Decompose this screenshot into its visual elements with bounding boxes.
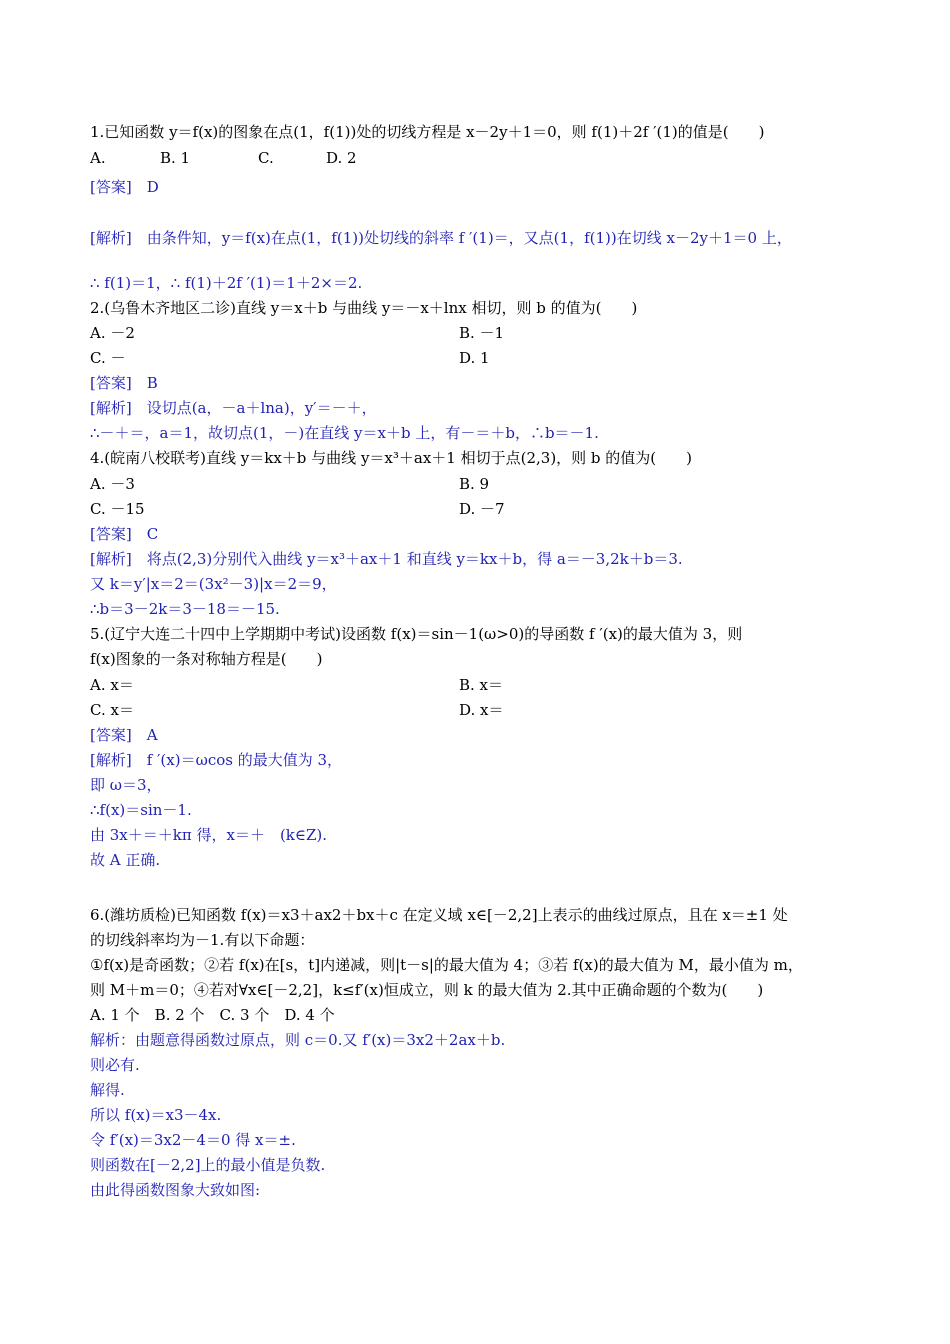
- q1-analysis-line-2: ∴ f(1)＝1，∴ f(1)＋2f ′(1)＝1＋2×＝2.: [90, 274, 363, 292]
- q4-answer: [答案] C: [90, 525, 159, 543]
- q4-option-b: B. 9: [459, 475, 490, 493]
- q1-option-d: D. 2: [326, 149, 357, 167]
- q1-option-c: C.: [258, 149, 274, 167]
- q1-stem: 1.已知函数 y＝f(x)的图象在点(1，f(1))处的切线方程是 x－2y＋1＝0，则 f(1)＋2f ′(1)的值是( ): [90, 123, 765, 141]
- q5-stem-line-1: 5.(辽宁大连二十四中上学期期中考试)设函数 f(x)＝sin－1(ω>0)的导函数 f ′(x)的最大值为 3，则: [90, 625, 743, 643]
- q2-analysis-line-1: [解析] 设切点(a，－a＋lna)，y′＝－＋，: [90, 399, 377, 417]
- q4-option-c: C. －15: [90, 500, 145, 518]
- q1-analysis-line-1: [解析] 由条件知，y＝f(x)在点(1，f(1))处切线的斜率 f ′(1)＝，又点(1，f(1))在切线 x－2y＋1＝0 上，: [90, 229, 792, 247]
- q6-stem-line-3: ①f(x)是奇函数；②若 f(x)在[s，t]内递减，则|t－s|的最大值为 4；③若 f(x)的最大值为 M，最小值为 m，: [90, 956, 803, 974]
- q5-analysis-line-1: [解析] f ′(x)＝ωcos 的最大值为 3，: [90, 751, 343, 769]
- q6-analysis-line-5: 令 f′(x)＝3x2－4＝0 得 x＝±.: [90, 1131, 296, 1149]
- q6-stem-line-1: 6.(潍坊质检)已知函数 f(x)＝x3＋ax2＋bx＋c 在定义域 x∈[－2,2]上表示的曲线过原点，且在 x＝±1 处: [90, 906, 788, 924]
- q4-stem: 4.(皖南八校联考)直线 y＝kx＋b 与曲线 y＝x³＋ax＋1 相切于点(2,3)，则 b 的值为( ): [90, 449, 693, 467]
- q5-stem-line-2: f(x)图象的一条对称轴方程是( ): [90, 650, 323, 668]
- q1-option-a: A.: [90, 149, 106, 167]
- q5-analysis-line-3: ∴f(x)＝sin－1.: [90, 801, 192, 819]
- q6-analysis-line-4: 所以 f(x)＝x3－4x.: [90, 1106, 222, 1124]
- q2-option-d: D. 1: [459, 349, 490, 367]
- q5-option-d: D. x＝: [459, 701, 504, 719]
- q6-analysis-line-1: 解析：由题意得函数过原点，则 c＝0.又 f′(x)＝3x2＋2ax＋b.: [90, 1031, 506, 1049]
- q6-stem-line-2: 的切线斜率均为－1.有以下命题：: [90, 931, 315, 949]
- q4-option-a: A. －3: [90, 475, 135, 493]
- q6-stem-line-4: 则 M＋m＝0；④若对∀x∈[－2,2]，k≤f′(x)恒成立，则 k 的最大值为 2.其中正确命题的个数为( ): [90, 981, 764, 999]
- q2-analysis-line-2: ∴－＋＝，a＝1，故切点(1，－)在直线 y＝x＋b 上，有－＝＋b，∴b＝－1.: [90, 424, 599, 442]
- q6-analysis-line-6: 则函数在[－2,2]上的最小值是负数.: [90, 1156, 326, 1174]
- q5-analysis-line-2: 即 ω＝3，: [90, 776, 162, 794]
- q5-option-a: A. x＝: [90, 676, 134, 694]
- q5-option-b: B. x＝: [459, 676, 504, 694]
- q6-analysis-line-3: 解得.: [90, 1081, 125, 1099]
- q5-analysis-line-4: 由 3x＋＝＋kπ 得，x＝＋ (k∈Z).: [90, 826, 328, 844]
- q2-answer: [答案] B: [90, 374, 158, 392]
- q5-answer: [答案] A: [90, 726, 158, 744]
- q1-answer: [答案] D: [90, 178, 159, 196]
- q4-analysis-line-1: [解析] 将点(2,3)分别代入曲线 y＝x³＋ax＋1 和直线 y＝kx＋b，得 a＝－3,2k＋b＝3.: [90, 550, 683, 568]
- q2-stem: 2.(乌鲁木齐地区二诊)直线 y＝x＋b 与曲线 y＝－x＋lnx 相切，则 b 的值为( ): [90, 299, 638, 317]
- q2-option-c: C. －: [90, 349, 126, 367]
- q6-analysis-line-7: 由此得函数图象大致如图:: [90, 1181, 261, 1199]
- q4-analysis-line-3: ∴b＝3－2k＝3－18＝－15.: [90, 600, 280, 618]
- q5-analysis-line-5: 故 A 正确.: [90, 851, 161, 869]
- q2-option-b: B. －1: [459, 324, 505, 342]
- q6-analysis-line-2: 则必有.: [90, 1056, 140, 1074]
- q2-option-a: A. －2: [90, 324, 135, 342]
- q4-analysis-line-2: 又 k＝y′|x＝2＝(3x²－3)|x＝2＝9，: [90, 575, 337, 593]
- q6-options: A. 1 个 B. 2 个 C. 3 个 D. 4 个: [90, 1006, 335, 1024]
- q4-option-d: D. －7: [459, 500, 505, 518]
- q5-option-c: C. x＝: [90, 701, 134, 719]
- q1-option-b: B. 1: [160, 149, 191, 167]
